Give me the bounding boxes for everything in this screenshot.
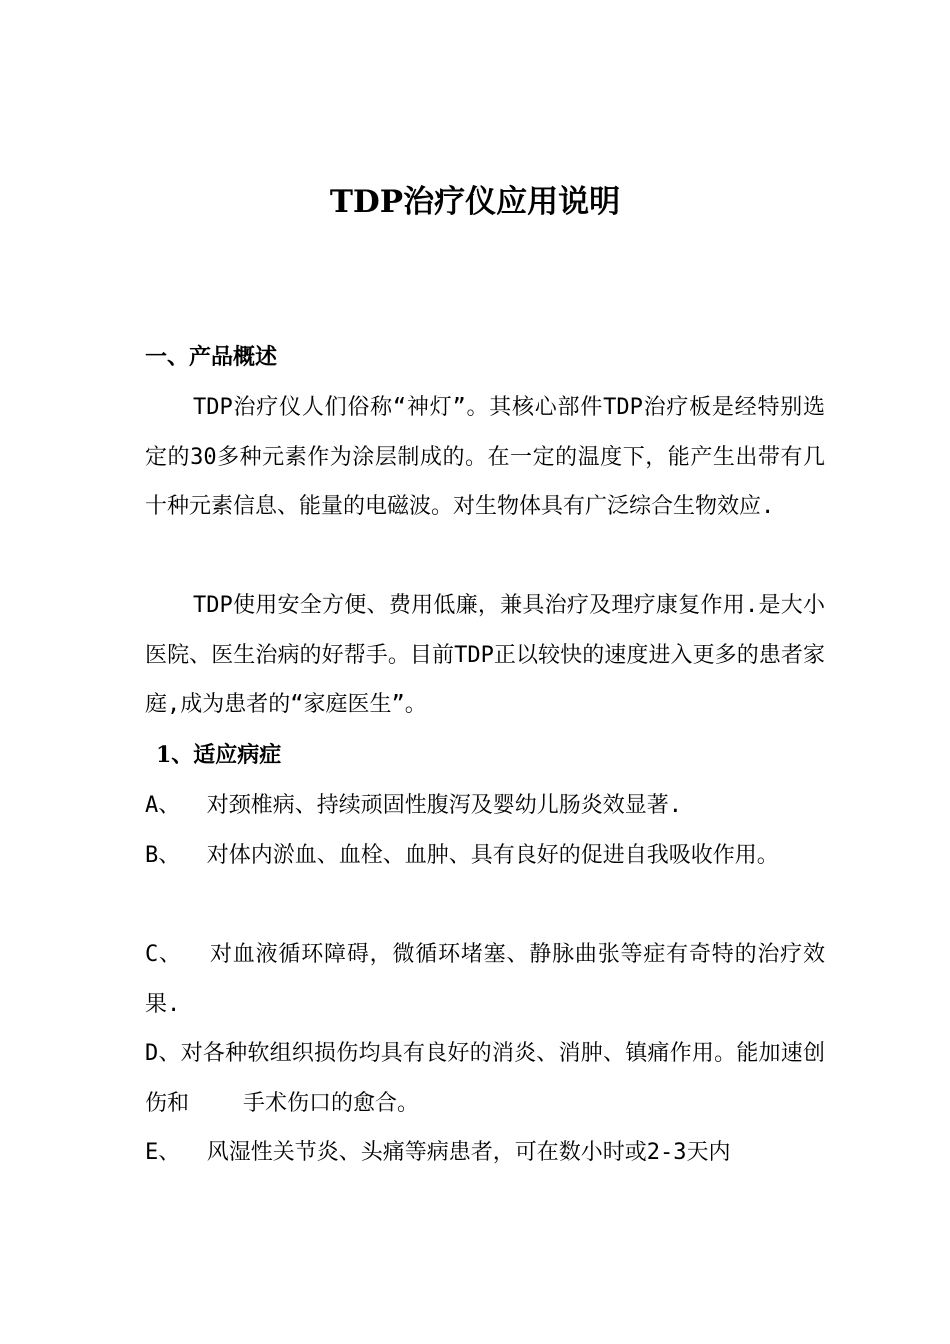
list-marker: E、 xyxy=(145,1140,181,1165)
list-item-text: 对颈椎病、持续顽固性腹泻及婴幼儿肠炎效显著. xyxy=(206,793,682,818)
paragraph-overview-2: TDP使用安全方便、费用低廉，兼具治疗及理疗康复作用.是大小医院、医生治病的好帮手。目前TDP正以较快的速度进入更多的患者家庭,成为患者的“家庭医生”。 xyxy=(145,593,825,718)
document-title: TDP治疗仪应用说明 xyxy=(329,184,621,220)
list-marker: B、 xyxy=(145,843,181,868)
section-heading-product-overview: 一、产品概述 xyxy=(145,344,278,370)
list-marker: C、 xyxy=(145,942,182,967)
list-item-e xyxy=(145,1128,825,1178)
list-marker: A、 xyxy=(145,793,181,818)
list-marker: D、 xyxy=(145,1041,181,1066)
list-item-a xyxy=(145,781,825,831)
list-item-b xyxy=(145,831,825,881)
list-item-text: 风湿性关节炎、头痛等病患者，可在数小时或2-3天内 xyxy=(206,1140,731,1165)
list-item-c xyxy=(145,930,825,1029)
sub-heading-indications: 1、适应病症 xyxy=(156,742,282,768)
list-item-d xyxy=(145,1029,825,1128)
list-item-text: 对各种软组织损伤均具有良好的消炎、消肿、镇痛作用。能加速创伤和 xyxy=(145,1041,825,1116)
list-item-text: 对血液循环障碍，微循环堵塞、静脉曲张等症有奇特的治疗效果. xyxy=(145,942,825,1017)
list-item-text: 对体内淤血、血栓、血肿、具有良好的促进自我吸收作用。 xyxy=(206,843,779,868)
list-item-text-continued: 手术伤口的愈合。 xyxy=(243,1090,420,1116)
paragraph-overview-1: TDP治疗仪人们俗称“神灯”。其核心部件TDP治疗板是经特别选定的30多种元素作为涂层制成的。在一定的温度下，能产生出带有几十种元素信息、能量的电磁波。对生物体具有广泛综合生物效应. xyxy=(145,395,825,520)
